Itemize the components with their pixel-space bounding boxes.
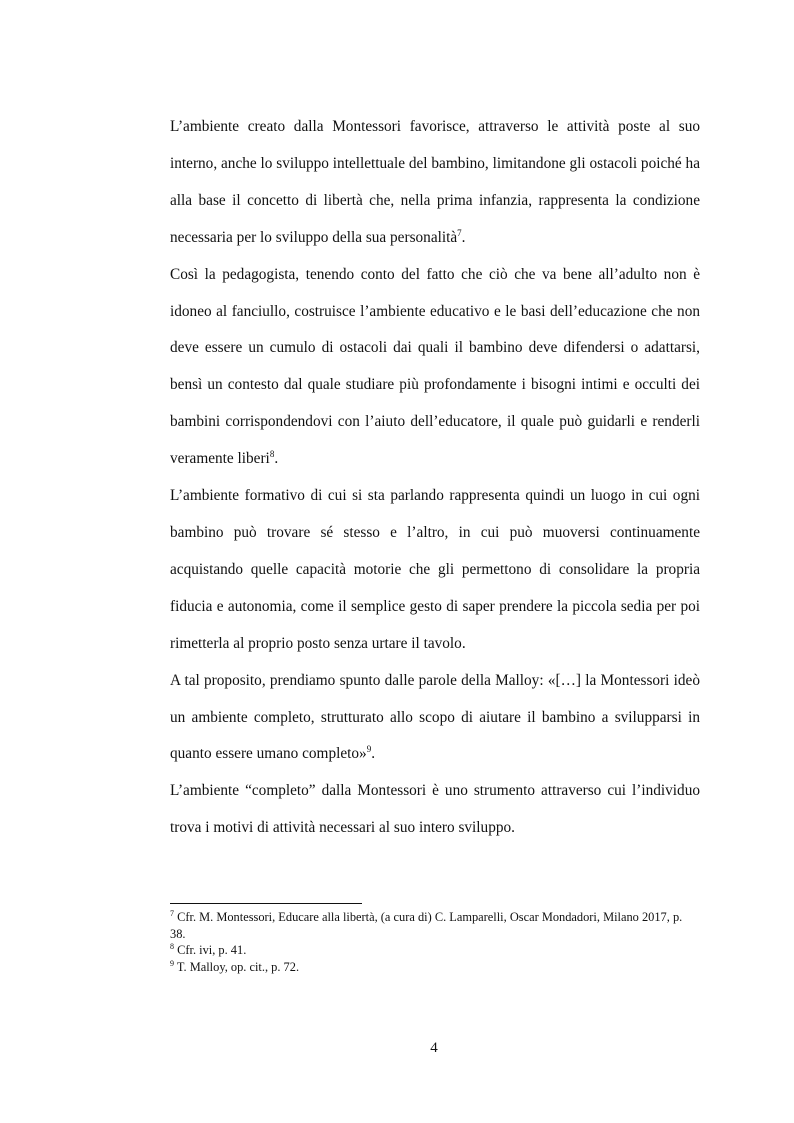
footnote-ref-9: 9 xyxy=(366,744,372,755)
footnote-separator xyxy=(170,903,362,904)
footnote-ref-8: 8 xyxy=(269,449,275,460)
footnote-text: Cfr. ivi, p. 41. xyxy=(177,943,247,957)
footnote-ref-7: 7 xyxy=(457,227,462,238)
paragraph-4-end: . xyxy=(371,745,376,763)
paragraph-1 xyxy=(170,109,700,257)
footnote-text: T. Malloy, op. cit., p. 72. xyxy=(176,959,300,974)
paragraph-3 xyxy=(170,478,700,663)
page-number: 4 xyxy=(430,1040,438,1056)
paragraph-3-text: L’ambiente formativo di cui si sta parlando rappresenta quindi un luogo in cui ogni bambino può trovare sé stesso e l’altro, in cui può muoversi continuamente acquistando quelle capacità motorie che gli permettono di consolidare la propria fiducia e autonomia, come il semplice gesto di saper prendere la piccola sedia per poi rimetterla al proprio posto senza urtare il tavolo. xyxy=(170,487,700,652)
body-text xyxy=(170,109,700,847)
paragraph-1-end: . xyxy=(461,228,466,246)
paragraph-2-text: Così la pedagogista, tenendo conto del fatto che ciò che va bene all’adulto non è idoneo al fanciullo, costruisce l’ambiente educativo e le basi dell’educazione che non deve essere un cumulo di ostacoli dai quali il bambino deve difendersi o adattarsi, bensì un contesto dal quale studiare più profondamente i bisogni intimi e occulti dei bambini corrispondendovi con l’aiuto dell’educatore, il quale può guidarli e renderli veramente liberi xyxy=(170,265,700,468)
paragraph-2-end: . xyxy=(274,450,279,468)
footnote-number: 9 xyxy=(170,958,174,968)
paragraph-4 xyxy=(170,663,700,774)
footnote-8 xyxy=(170,942,700,959)
footnote-number: 8 xyxy=(170,941,174,951)
paragraph-5-text: L’ambiente “completo” dalla Montessori è uno strumento attraverso cui l’individuo trova i motivi di attività necessari al suo intero sviluppo. xyxy=(170,782,700,837)
paragraph-4-text: A tal proposito, prendiamo spunto dalle parole della Malloy: «[…] la Montessori ideò un ambiente completo, strutturato allo scopo di aiutare il bambino a svilupparsi in quanto essere umano completo» xyxy=(170,671,700,763)
paragraph-5 xyxy=(170,773,700,847)
footnote-9 xyxy=(170,959,700,976)
paragraph-1-text: L’ambiente creato dalla Montessori favorisce, attraverso le attività poste al suo interno, anche lo sviluppo intellettuale del bambino, limitandone gli ostacoli poiché ha alla base il concetto di libertà che, nella prima infanzia, rappresenta la condizione necessaria per lo sviluppo della sua personalità xyxy=(170,118,700,246)
paragraph-2 xyxy=(170,257,700,478)
footnote-7 xyxy=(170,909,700,942)
footnote-number: 7 xyxy=(170,908,174,918)
footnote-text: Cfr. M. Montessori, Educare alla libertà, (a cura di) C. Lamparelli, Oscar Mondadori, Milano 2017, p. 38. xyxy=(170,910,683,941)
footnotes xyxy=(170,909,700,975)
